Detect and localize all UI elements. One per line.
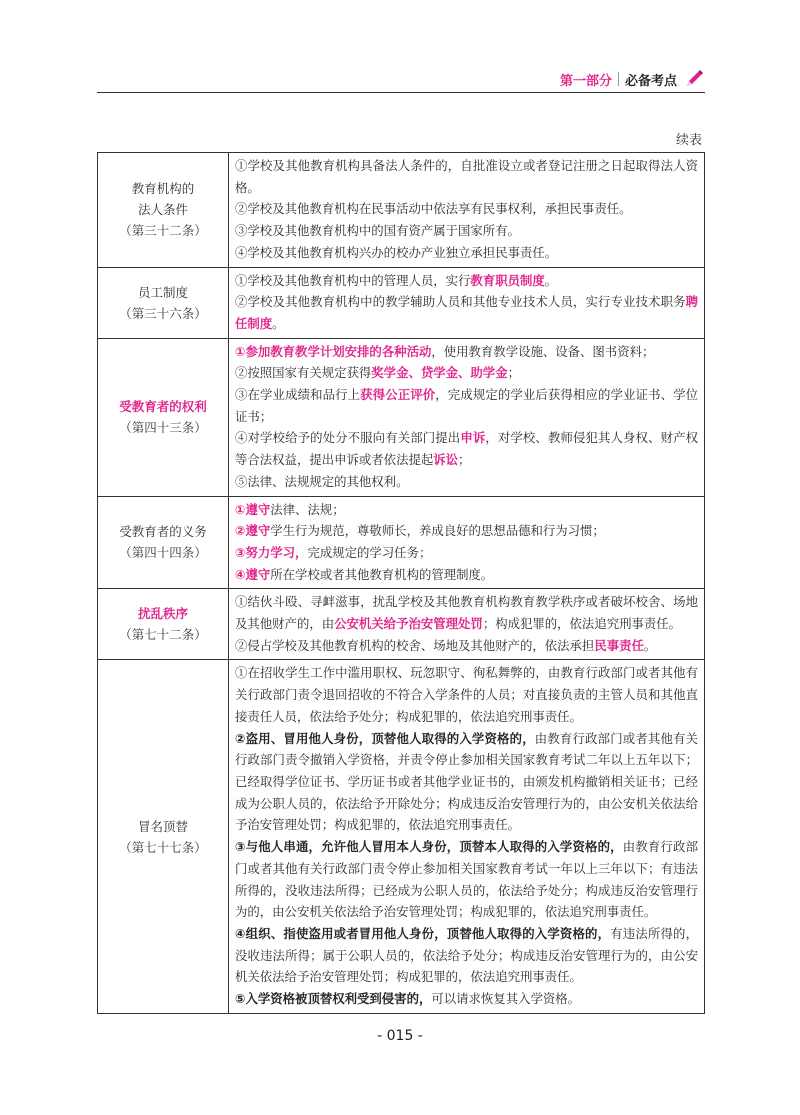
section-title: 必备考点 xyxy=(624,73,677,89)
clause-text: 。 xyxy=(272,315,285,331)
header-divider xyxy=(618,72,619,86)
highlighted-text: ①遵守 xyxy=(235,501,271,517)
page-header xyxy=(97,66,705,93)
clause-item xyxy=(235,471,698,493)
clause-item xyxy=(235,728,698,837)
clause-text: ；构成犯罪的，依法追究刑事责任。 xyxy=(482,616,682,632)
clause-text: ⑤法律、法规规定的其他权利。 xyxy=(235,473,409,489)
clause-item xyxy=(235,662,698,727)
highlighted-text: ②遵守 xyxy=(235,523,271,539)
row-content xyxy=(229,153,705,268)
clause-item xyxy=(235,155,698,198)
clause-text: ①结伙斗殴、寻衅滋事，扰乱学校及其他教育机构教育教学秩序或者破坏校舍、场地及其他财产的，由 xyxy=(235,594,698,632)
row-topic xyxy=(98,153,229,268)
row-topic xyxy=(98,660,229,1013)
clause-text: ； xyxy=(507,365,520,381)
topic-title: 受教育者的权利 xyxy=(119,399,207,415)
clause-item xyxy=(235,270,698,292)
clause-item xyxy=(235,499,698,521)
clause-text: 。 xyxy=(544,272,558,288)
table-row xyxy=(98,589,705,660)
highlighted-text: 民事责任 xyxy=(594,637,644,653)
highlighted-text: 聘任制度 xyxy=(235,294,698,331)
clause-text: ； xyxy=(458,452,471,468)
table-row xyxy=(98,153,705,268)
highlighted-text: 公安机关给予治安管理处罚 xyxy=(334,616,483,632)
page-number: - 015 - xyxy=(377,1028,423,1044)
article-reference: （第四十三条） xyxy=(119,420,207,436)
clause-text: 有违法所得的，没收违法所得；属于公职人员的，依法给予处分；构成违反治安管理行为的，由公安机关依法给予治安管理处罚；构成犯罪的，依法追究刑事责任。 xyxy=(235,925,698,985)
highlighted-text: 申诉 xyxy=(460,430,486,446)
bold-text: ⑤入学资格被顶替权利受到侵害的， xyxy=(235,991,432,1007)
highlighted-text: ③努力学习， xyxy=(235,544,308,560)
clause-item xyxy=(235,220,698,242)
row-content xyxy=(229,338,705,496)
clause-text: ②学校及其他教育机构在民事活动中依法享有民事权利，承担民事责任。 xyxy=(235,201,632,217)
clause-text: ②侵占学校及其他教育机构的校舍、场地及其他财产的，依法承担 xyxy=(235,637,595,653)
bold-text: ④组织、指使盗用或者冒用他人身份，顶替他人取得的入学资格的， xyxy=(235,925,611,941)
highlighted-text: 教育职员制度 xyxy=(470,272,545,288)
clause-text: ，使用教育教学设施、设备、图书资料； xyxy=(431,343,655,359)
row-topic xyxy=(98,338,229,496)
article-reference: （第七十二条） xyxy=(119,627,207,643)
part-title: 第一部分 xyxy=(559,73,612,89)
clause-text: ②学校及其他教育机构中的教学辅助人员和其他专业技术人员，实行专业技术职务 xyxy=(235,294,686,310)
clause-text: ①在招收学生工作中滥用职权、玩忽职守、徇私舞弊的，由教育行政部门或者其他有关行政部门责令退回招收的不符合入学条件的人员；对直接负责的主管人员和其他直接责任人员，依法给予处分；构成犯罪的，依法追究刑事责任。 xyxy=(235,665,698,724)
clause-item xyxy=(235,591,698,634)
bold-text: ③与他人串通，允许他人冒用本人身份，顶替本人取得的入学资格的， xyxy=(235,839,623,855)
row-topic xyxy=(98,267,229,338)
clause-text: ②按照国家有关规定获得 xyxy=(235,365,372,381)
table-row xyxy=(98,496,705,589)
table-row xyxy=(98,338,705,496)
clause-text: ③学校及其他教育机构中的国有资产属于国家所有。 xyxy=(235,223,520,239)
topic-title: 法人条件 xyxy=(137,202,188,218)
clause-item xyxy=(235,384,698,427)
section-badge xyxy=(560,68,705,90)
clause-text: ④对学校给予的处分不服向有关部门提出 xyxy=(235,430,461,446)
topic-title: 受教育者的义务 xyxy=(119,524,207,540)
clause-text: 由教育行政部门或者其他有关行政部门责令停止参加相关国家教育考试一年以上三年以下；有违法所得的，没收违法所得；已经成为公职人员的，依法给予处分；构成违反治安管理行为的，由公安机关依法给予治安管理处罚；构成犯罪的，依法追究刑事责任。 xyxy=(235,839,699,920)
clause-text: 所在学校或者其他教育机构的管理制度。 xyxy=(270,566,494,582)
table-body xyxy=(98,153,705,1014)
clause-item xyxy=(235,427,698,470)
row-content xyxy=(229,589,705,660)
article-reference: （第三十六条） xyxy=(119,305,207,321)
clause-item xyxy=(235,362,698,384)
highlighted-text: 获得公正评价 xyxy=(360,387,436,403)
table-row xyxy=(98,267,705,338)
clause-item xyxy=(235,923,698,988)
clause-item xyxy=(235,198,698,220)
clause-text: ④学校及其他教育机构兴办的校办产业独立承担民事责任。 xyxy=(235,244,558,260)
row-topic xyxy=(98,496,229,589)
clause-text: ③在学业成绩和品行上 xyxy=(235,387,361,403)
clause-item xyxy=(235,635,698,657)
topic-title: 员工制度 xyxy=(137,284,188,300)
bold-text: ②盗用、冒用他人身份，顶替他人取得的入学资格的， xyxy=(235,730,535,746)
highlighted-text: 诉讼 xyxy=(433,452,459,468)
clause-item xyxy=(235,836,698,923)
clause-item xyxy=(235,988,698,1010)
clause-text: ，对学校、教师侵犯其人身权、财产权等合法权益，提出申诉或者依法提起 xyxy=(235,430,699,468)
row-content xyxy=(229,496,705,589)
clause-item xyxy=(235,542,698,564)
topic-title: 冒名顶替 xyxy=(137,818,188,834)
clause-text: ①学校及其他教育机构中的管理人员，实行 xyxy=(235,272,471,288)
clause-text: 学生行为规范，尊敬师长，养成良好的思想品德和行为习惯； xyxy=(270,523,605,539)
clause-text: 完成规定的学习任务； xyxy=(307,544,432,560)
clause-item xyxy=(235,564,698,586)
article-reference: （第三十二条） xyxy=(119,223,207,239)
clause-item xyxy=(235,291,698,334)
table-row xyxy=(98,660,705,1013)
row-content xyxy=(229,267,705,338)
article-reference: （第七十七条） xyxy=(119,839,207,855)
clause-item xyxy=(235,242,698,264)
pencil-icon xyxy=(683,68,705,90)
continued-label: 续表 xyxy=(675,133,702,148)
highlighted-text: ④遵守 xyxy=(235,566,271,582)
clause-text: 可以请求恢复其入学资格。 xyxy=(431,991,581,1007)
clause-item xyxy=(235,520,698,542)
row-topic xyxy=(98,589,229,660)
law-table xyxy=(97,152,705,1014)
row-content xyxy=(229,660,705,1013)
highlighted-text: 奖学金、贷学金、助学金 xyxy=(371,365,508,381)
topic-title: 扰乱秩序 xyxy=(137,606,188,622)
article-reference: （第四十四条） xyxy=(119,545,207,561)
clause-item xyxy=(235,341,698,363)
clause-text: ①学校及其他教育机构具备法人条件的，自批准设立或者登记注册之日起取得法人资格。 xyxy=(235,158,698,195)
clause-text: 由教育行政部门或者其他有关行政部门责令撤销入学资格，并责令停止参加相关国家教育考试二年以上五年以下；已经取得学位证书、学历证书或者其他学业证书的，由颁发机构撤销相关证书；已经成为公职人员的，依法给予开除处分；构成违反治安管理行为的，由公安机关依法给予治安管理处罚；构成犯罪的，依法追究刑事责任。 xyxy=(235,730,699,833)
clause-text: 。 xyxy=(643,637,657,653)
topic-title: 教育机构的 xyxy=(131,181,195,197)
clause-text: ，完成规定的学业后获得相应的学业证书、学位证书； xyxy=(235,387,699,424)
highlighted-text: ①参加教育教学计划安排的各种活动 xyxy=(235,343,432,359)
clause-text: 法律、法规； xyxy=(270,501,345,517)
